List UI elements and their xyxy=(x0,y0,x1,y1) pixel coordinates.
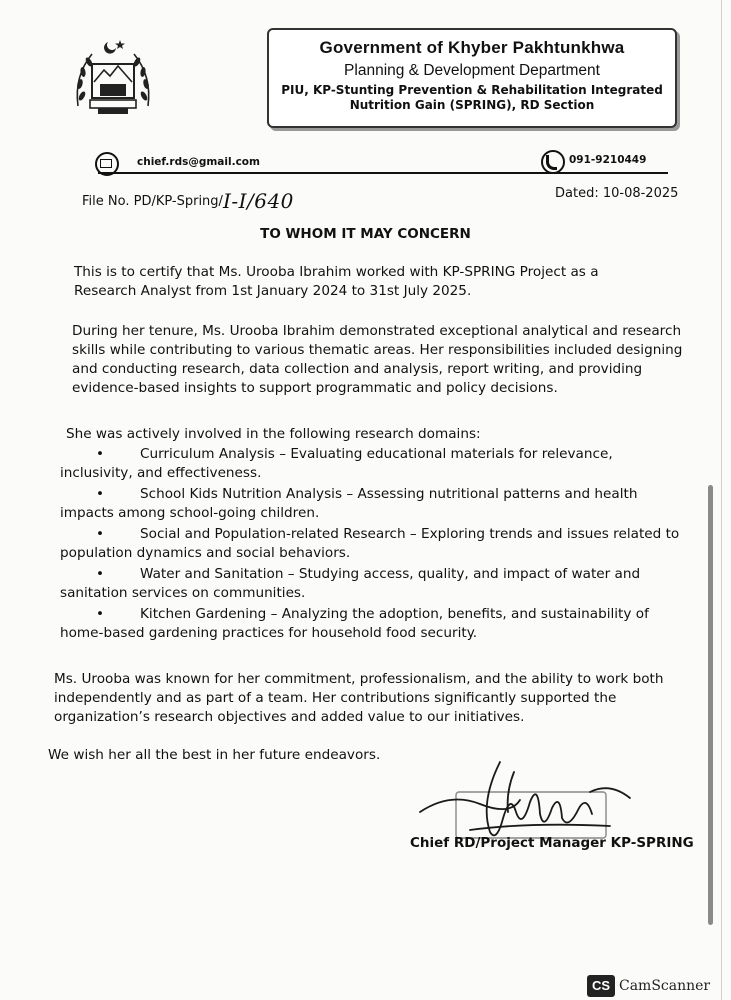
paragraph-commitment: Ms. Urooba was known for her commitment, professionalism, and the ability to work both independently and as part of a team. Her contributions significantly supported the organization’s research objectives and added value to our initiatives. xyxy=(54,671,664,725)
list-item-text: Water and Sanitation – Studying access, quality, and impact of water and xyxy=(140,566,641,582)
research-domains-list xyxy=(60,445,700,645)
scrollbar-thumb[interactable] xyxy=(708,485,713,925)
kp-government-emblem xyxy=(70,36,156,120)
paragraph-tenure: During her tenure, Ms. Urooba Ibrahim demonstrated exceptional analytical and research skills while contributing to various thematic areas. Her responsibilities included designing and conducting research, data collection and analysis, report writing, and providing evidence-based insights to support programmatic and policy decisions. xyxy=(72,323,683,396)
paragraph-domains-intro: She was actively involved in the following research domains: xyxy=(66,426,481,442)
list-item-text: Kitchen Gardening – Analyzing the adoption, benefits, and sustainability of xyxy=(140,606,649,622)
file-number xyxy=(82,186,294,213)
bullet-icon: • xyxy=(95,606,105,622)
bullet-icon: • xyxy=(95,526,105,542)
list-item-text: Social and Population-related Research – Exploring trends and issues related to xyxy=(140,526,680,542)
list-item xyxy=(60,565,700,603)
signatory-title: Chief RD/Project Manager KP-SPRING xyxy=(410,835,694,851)
header-divider xyxy=(98,172,668,174)
letterhead-section-line2: Nutrition Gain (SPRING), RD Section xyxy=(349,98,595,112)
bullet-icon: • xyxy=(95,486,105,502)
list-item-text: School Kids Nutrition Analysis – Assessing nutritional patterns and health xyxy=(140,486,638,502)
list-item-continuation: home-based gardening practices for household food security. xyxy=(60,625,478,641)
letterhead-section-line1: PIU, KP-Stunting Prevention & Rehabilitation Integrated xyxy=(281,83,663,97)
list-item xyxy=(60,485,700,523)
list-item-continuation: inclusivity, and effectiveness. xyxy=(60,465,262,481)
bullet-icon: • xyxy=(95,566,105,582)
page-edge xyxy=(721,0,722,1000)
contact-phone: 091-9210449 xyxy=(569,154,647,166)
contact-email: chief.rds@gmail.com xyxy=(137,156,260,168)
letterhead-section xyxy=(269,83,675,113)
list-item-continuation: sanitation services on communities. xyxy=(60,585,306,601)
letterhead-title: Government of Khyber Pakhtunkhwa xyxy=(319,38,625,57)
list-item-continuation: population dynamics and social behaviors. xyxy=(60,545,351,561)
paragraph-certification: This is to certify that Ms. Urooba Ibrahim worked with KP-SPRING Project as a Research Analyst from 1st January 2024 to 31st July 2025. xyxy=(74,264,599,299)
contact-row xyxy=(95,150,675,174)
phone-icon xyxy=(541,150,565,174)
letter-heading: TO WHOM IT MAY CONCERN xyxy=(260,226,471,242)
letterhead-box xyxy=(267,28,677,128)
camscanner-label: CamScanner xyxy=(619,978,711,994)
list-item-text: Curriculum Analysis – Evaluating educational materials for relevance, xyxy=(140,446,613,462)
letter-date: Dated: 10-08-2025 xyxy=(555,186,679,201)
list-item xyxy=(60,525,700,563)
letterhead-department: Planning & Development Department xyxy=(344,62,600,79)
camscanner-logo-icon: CS xyxy=(587,975,615,997)
list-item xyxy=(60,605,700,643)
paragraph-wishes: We wish her all the best in her future endeavors. xyxy=(48,747,381,763)
list-item xyxy=(60,445,700,483)
file-number-label: File No. PD/KP-Spring/ xyxy=(82,194,223,209)
list-item-continuation: impacts among school-going children. xyxy=(60,505,320,521)
file-number-handwritten: I-I/640 xyxy=(222,189,294,213)
bullet-icon: • xyxy=(95,446,105,462)
